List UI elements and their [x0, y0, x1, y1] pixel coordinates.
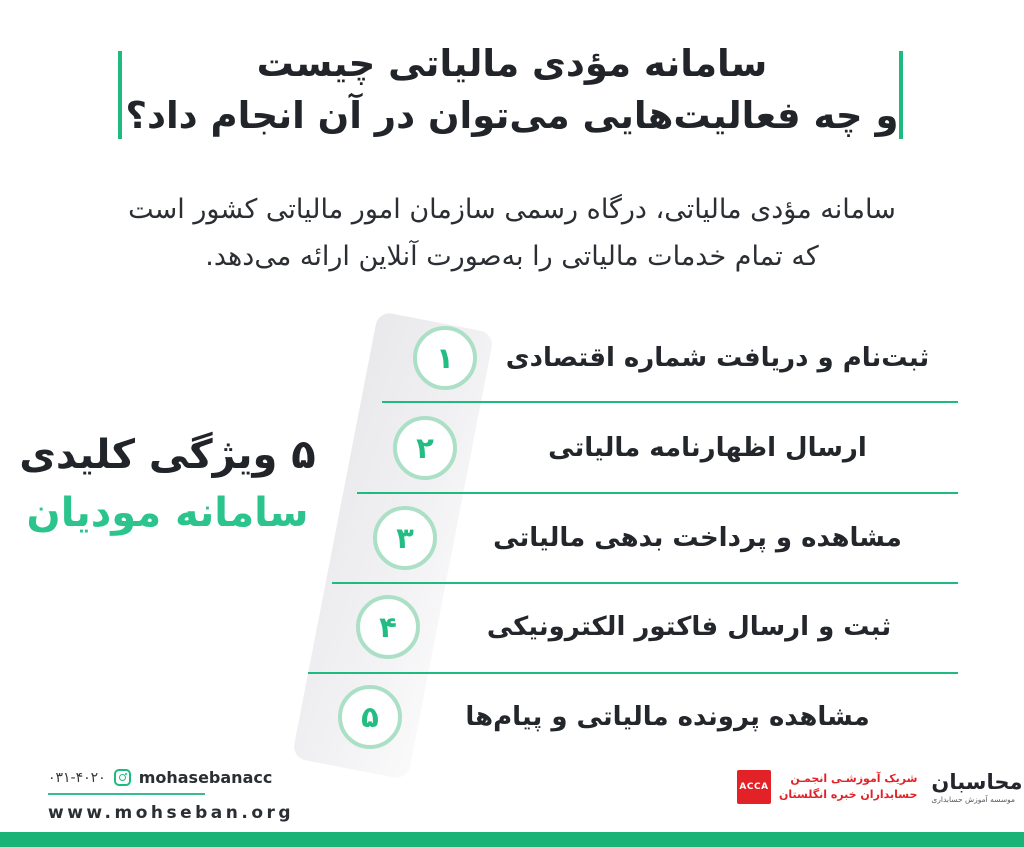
- phone-number: ۰۳۱-۴۰۲۰: [48, 769, 106, 786]
- intro-line2: که تمام خدمات مالیاتی را به‌صورت آنلاین ارائه می‌دهد.: [205, 241, 819, 272]
- separator-line-1: [382, 401, 958, 403]
- feature-5-number: ۵: [361, 699, 379, 734]
- feature-4-number-badge: [356, 595, 420, 659]
- website-url: www.mohseban.org: [48, 803, 295, 823]
- feature-2-number-badge: [393, 416, 457, 480]
- feature-3-number-badge: [373, 506, 437, 570]
- instagram-icon: [114, 769, 131, 786]
- feature-3-number: ۳: [396, 520, 414, 555]
- intro-line1: سامانه مؤدی مالیاتی، درگاه رسمی سازمان امور مالیاتی کشور است: [128, 194, 896, 225]
- intro-paragraph: [0, 186, 1024, 280]
- acca-logo-text: ACCA: [739, 782, 769, 792]
- acca-partner-line1: شریک آموزشـی انجمـن: [790, 772, 918, 785]
- separator-line-4: [308, 672, 958, 674]
- acca-partner-line2: حسابداران خبره انگلستان: [779, 788, 918, 801]
- contact-row: [48, 768, 294, 787]
- mohaseban-brand-subtitle: موسسه آموزش حسابداری: [931, 794, 1016, 804]
- side-headline: [15, 426, 320, 542]
- mohaseban-brand-text: [931, 771, 1022, 804]
- instagram-icon-dot: [125, 773, 127, 775]
- feature-2-label: ارسال اظهارنامه مالیاتی: [548, 433, 867, 463]
- bottom-accent-bar: [0, 832, 1024, 847]
- feature-4-label: ثبت و ارسال فاکتور الکترونیکی: [486, 612, 892, 642]
- mohaseban-brand-name: محاسبان: [931, 769, 1023, 794]
- feature-4-number: ۴: [379, 609, 397, 644]
- acca-partner-group: [737, 770, 917, 804]
- feature-1-number: ۱: [436, 340, 454, 375]
- feature-1-number-badge: [413, 326, 477, 390]
- feature-1-label: ثبت‌نام و دریافت شماره اقتصادی: [505, 343, 930, 373]
- acca-logo: [737, 770, 771, 804]
- feature-5-number-badge: [338, 685, 402, 749]
- instagram-handle: mohasebanacc: [138, 768, 273, 787]
- side-headline-line1: ۵ ویژگی کلیدی: [19, 432, 316, 478]
- mohaseban-brand-group: [931, 766, 1024, 808]
- feature-5-label: مشاهده پرونده مالیاتی و پیام‌ها: [465, 702, 870, 732]
- feature-2-number: ۲: [416, 430, 434, 465]
- footer-contact-block: [48, 768, 294, 823]
- page-title: [62, 38, 962, 142]
- page-title-line1: سامانه مؤدی مالیاتی چیست: [256, 42, 768, 85]
- separator-line-2: [357, 492, 958, 494]
- instagram-icon-lens: [119, 774, 126, 781]
- page-title-line2: و چه فعالیت‌هایی می‌توان در آن انجام داد؟: [125, 94, 899, 137]
- side-headline-line2: سامانه مودیان: [26, 490, 309, 536]
- feature-3-label: مشاهده و پرداخت بدهی مالیاتی: [493, 523, 902, 553]
- separator-line-3: [332, 582, 958, 584]
- footer-divider-line: [48, 793, 205, 795]
- acca-partner-text: [779, 771, 917, 803]
- footer-logos-block: [737, 766, 1024, 808]
